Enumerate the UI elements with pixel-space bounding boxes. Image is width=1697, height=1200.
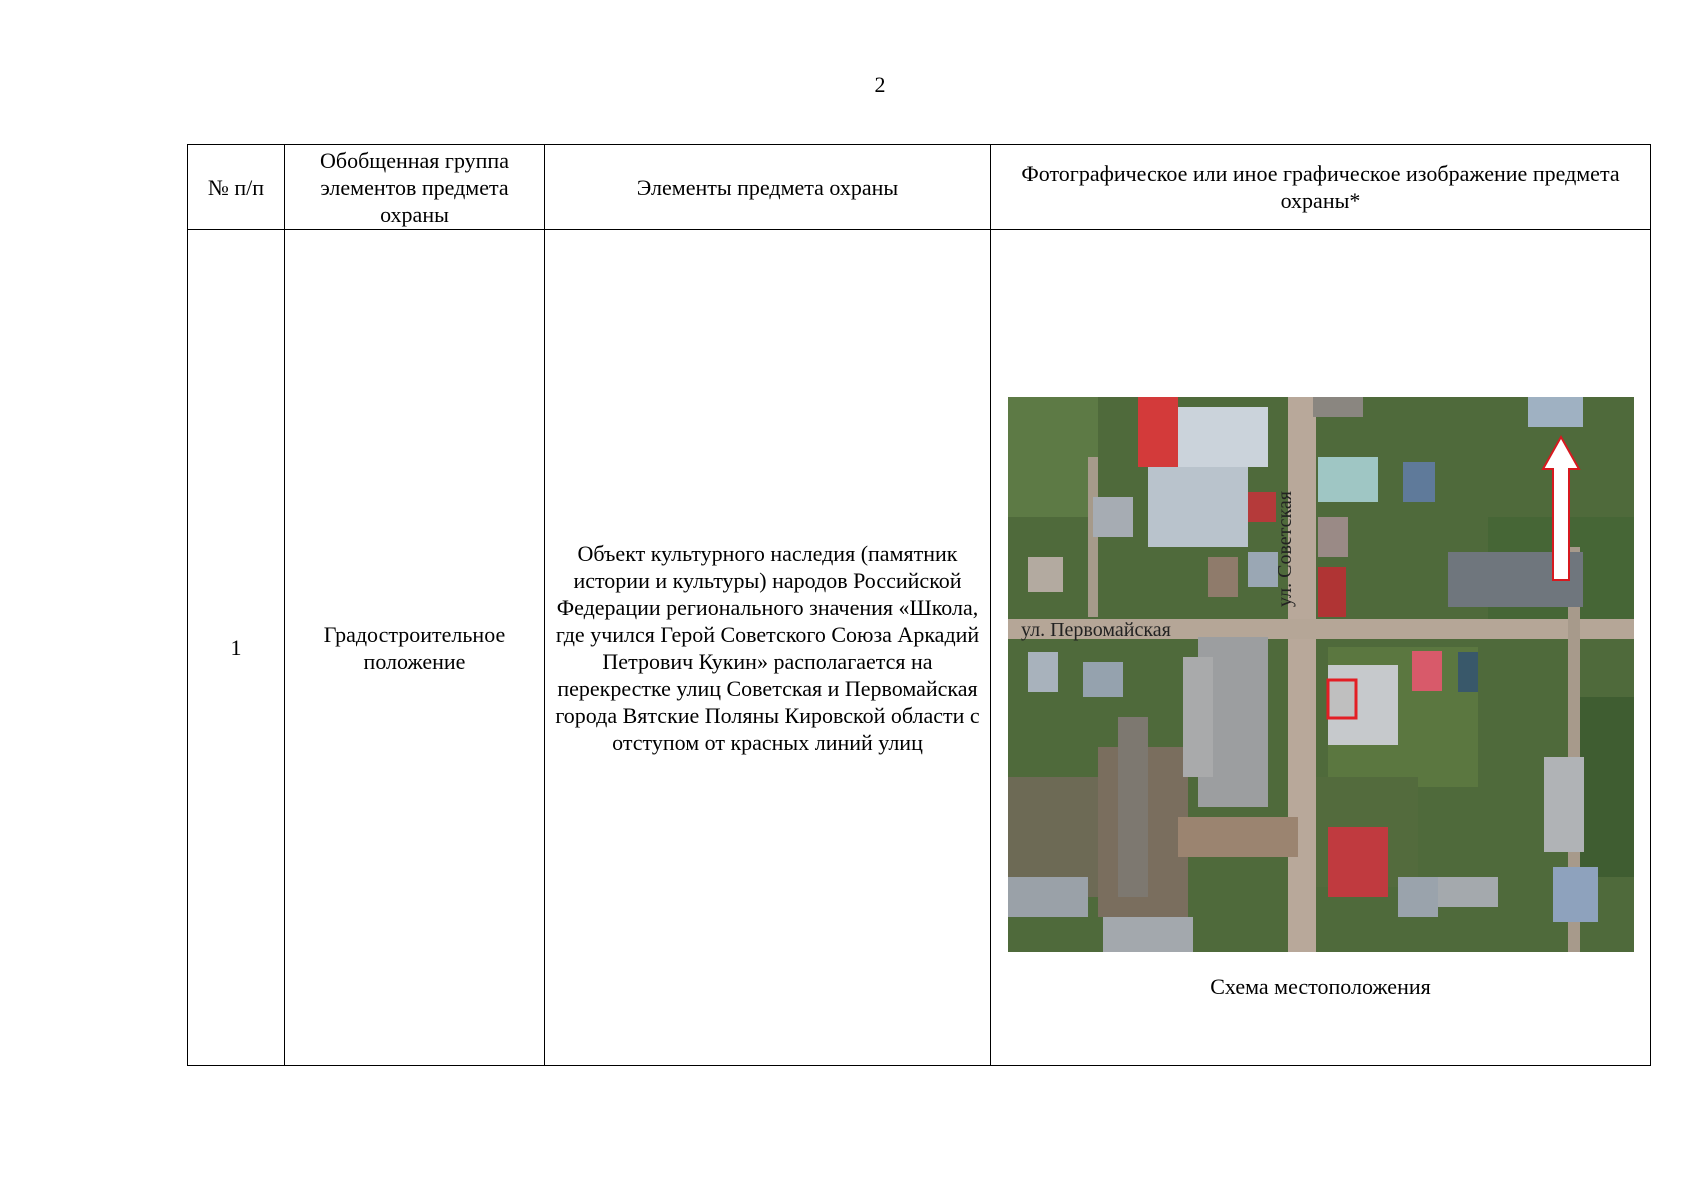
- page-number: 2: [874, 72, 886, 97]
- highlight-marker: [1328, 680, 1356, 718]
- satellite-map-image: [1008, 397, 1634, 952]
- row-number: 1: [188, 230, 285, 1066]
- table-header-row: [188, 145, 1651, 230]
- table-row: [188, 230, 1651, 1066]
- protection-subject-table: [187, 144, 1651, 1066]
- street-label-sovetskaya: ул. Советская: [1274, 491, 1296, 607]
- header-number: № п/п: [188, 145, 285, 230]
- header-image: Фотографическое или иное графическое изображение предмета охраны*: [991, 145, 1651, 230]
- row-image-cell: [991, 230, 1651, 1066]
- street-label-pervomayskaya: ул. Первомайская: [1021, 619, 1171, 641]
- header-group: Обобщенная группа элементов предмета охраны: [285, 145, 545, 230]
- map-caption: Схема местоположения: [1210, 974, 1431, 999]
- location-map: [1008, 397, 1634, 952]
- row-group: Градостроительное положение: [285, 230, 545, 1066]
- row-elements: Объект культурного наследия (памятник истории и культуры) народов Российской Федерации регионального значения «Школа, где учился Герой Советского Союза Аркадий Петрович Кукин» располагается на перекрестке улиц Советская и Первомайская города Вятские Поляны Кировской области с отступом от красных линий улиц: [545, 230, 991, 1066]
- header-elements: Элементы предмета охраны: [545, 145, 991, 230]
